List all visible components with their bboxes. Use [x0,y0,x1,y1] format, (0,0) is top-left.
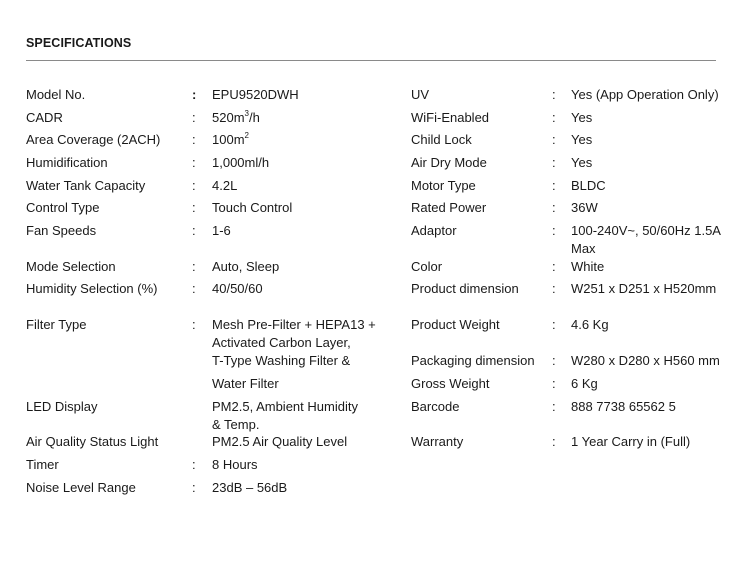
spec-value: Auto, Sleep [212,259,280,274]
spec-colon: : [552,376,556,391]
spec-colon: : [192,200,196,215]
spec-value: Max [571,241,596,256]
spec-colon: : [192,110,196,125]
spec-label: Control Type [26,200,100,215]
spec-colon: : [552,200,556,215]
spec-value [212,109,260,127]
spec-value: Mesh Pre-Filter + HEPA13 + [212,317,376,332]
spec-label: Water Tank Capacity [26,178,146,193]
spec-label: Motor Type [411,178,476,193]
spec-value: White [571,259,605,274]
spec-value: & Temp. [212,417,260,432]
spec-value: 4.6 Kg [571,317,609,332]
spec-value: 1-6 [212,223,231,238]
spec-value-superscript: 3 [244,108,249,118]
spec-value: Yes (App Operation Only) [571,87,719,102]
spec-label: Air Dry Mode [411,155,487,170]
spec-colon: : [192,317,196,332]
spec-colon: : [192,155,196,170]
spec-label: Child Lock [411,132,472,147]
spec-value: 40/50/60 [212,281,263,296]
spec-colon: : [552,399,556,414]
spec-colon: : [552,132,556,147]
spec-value-tail: /h [248,110,260,125]
spec-value: W251 x D251 x H520mm [571,281,717,296]
spec-label: Adaptor [411,223,457,238]
spec-value: 36W [571,200,598,215]
spec-colon: : [552,259,556,274]
spec-label: Color [411,259,443,274]
spec-label: Product dimension [411,281,519,296]
spec-colon: : [192,457,196,472]
spec-value: Touch Control [212,200,293,215]
spec-value: 100-240V~, 50/60Hz 1.5A [571,223,721,238]
spec-label: Barcode [411,399,460,414]
spec-value: Yes [571,155,593,170]
spec-label: Model No. [26,87,86,102]
spec-label: LED Display [26,399,98,414]
spec-label: Humidity Selection (%) [26,281,158,296]
spec-label: Packaging dimension [411,353,535,368]
spec-colon: : [552,353,556,368]
spec-value: BLDC [571,178,606,193]
spec-value: PM2.5, Ambient Humidity [212,399,358,414]
spec-colon: : [192,259,196,274]
spec-label: Fan Speeds [26,223,97,238]
spec-label: Rated Power [411,200,487,215]
spec-value-superscript: 2 [244,130,249,140]
spec-colon: : [192,223,196,238]
spec-value: PM2.5 Air Quality Level [212,434,348,449]
spec-value: 4.2L [212,178,238,193]
spec-label: Filter Type [26,317,87,332]
spec-colon: : [192,87,197,102]
spec-label: Warranty [411,434,464,449]
spec-colon: : [192,281,196,296]
spec-label: CADR [26,110,63,125]
page-title: SPECIFICATIONS [26,36,132,50]
spec-colon: : [552,223,556,238]
spec-label: Gross Weight [411,376,490,391]
spec-value: W280 x D280 x H560 mm [571,353,720,368]
spec-label: Humidification [26,155,108,170]
spec-value: T-Type Washing Filter & [212,353,351,368]
spec-colon: : [192,178,196,193]
spec-label: UV [411,87,430,102]
spec-value: 1 Year Carry in (Full) [571,434,691,449]
spec-colon: : [192,132,196,147]
spec-value: 6 Kg [571,376,598,391]
spec-value: 23dB – 56dB [212,480,288,495]
spec-colon: : [552,434,556,449]
spec-value: 1,000ml/h [212,155,270,170]
spec-colon: : [552,110,556,125]
spec-value-main: 520m [212,110,245,125]
spec-value: Water Filter [212,376,279,391]
spec-value: 8 Hours [212,457,258,472]
spec-value: 888 7738 65562 5 [571,399,676,414]
spec-colon: : [552,155,556,170]
spec-label: Noise Level Range [26,480,136,495]
spec-colon: : [552,281,556,296]
spec-label: Area Coverage (2ACH) [26,132,161,147]
heading-divider [26,60,716,61]
spec-value [212,131,249,149]
spec-value-main: 100m [212,132,245,147]
spec-label: Product Weight [411,317,500,332]
spec-label: Timer [26,457,59,472]
spec-colon: : [552,87,556,102]
spec-label: Air Quality Status Light [26,434,159,449]
spec-colon: : [552,178,556,193]
spec-label: Mode Selection [26,259,116,274]
spec-colon: : [192,480,196,495]
spec-label: WiFi-Enabled [411,110,490,125]
spec-value: Activated Carbon Layer, [212,335,351,350]
spec-value: Yes [571,132,593,147]
spec-value: Yes [571,110,593,125]
spec-value: EPU9520DWH [212,87,299,102]
spec-colon: : [552,317,556,332]
